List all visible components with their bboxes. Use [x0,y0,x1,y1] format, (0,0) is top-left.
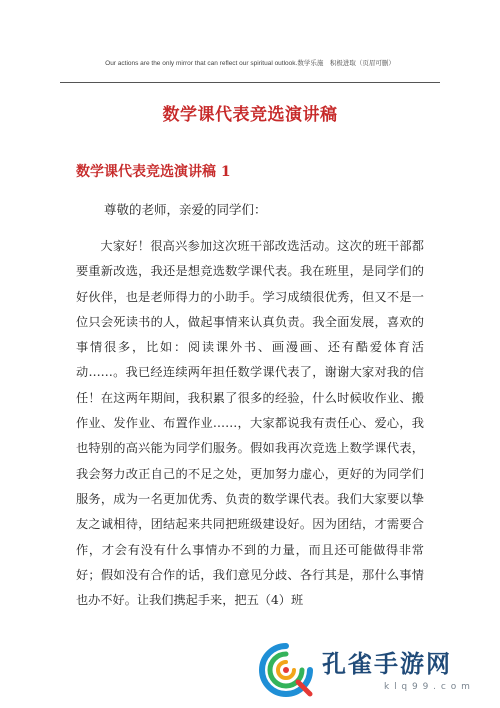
body-paragraph: 大家好！很高兴参加这次班干部改选活动。这次的班干部都要重新改选，我还是想竞选数学课代表。我在班里，是同学们的好伙伴，也是老师得力的小助手。学习成绩很优秀，但又不是一位只会死读书的人，做起事情来认真负责。我全面发展，喜欢的事情很多，比如：阅读课外书、画漫画、还有酷爱体育活动……。我已经连续两年担任数学课代表了，谢谢大家对我的信任！在这两年期间，我积累了很多的经验，什么时候收作业、搬作业、发作业、布置作业……，大家都说我有责任心、爱心，我也特别的高兴能为同学们服务。假如我再次竞选上数学课代表，我会努力改正自己的不足之处，更加努力虚心，更好的为同学们服务，成为一名更加优秀、负责的数学课代表。我们大家要以挚友之诚相待，团结起来共同把班级建设好。因为团结，才需要合作，才会有没有什么事情办不到的力量，而且还可能做得非常好；假如没有合作的话，我们意见分歧、各行其是，那什么事情也办不好。让我们携起手来，把五（4）班 [76,239,424,608]
watermark-title: 孔雀手游网 [322,650,452,678]
section-title: 数学课代表竞选演讲稿 1 [76,164,231,180]
peacock-logo-icon [258,642,314,698]
watermark-url: k l q 9 9 . c o m [384,682,471,692]
greeting-line: 尊敬的老师，亲爱的同学们： [104,202,267,217]
page-header: Our actions are the only mirror that can reflect our spiritual outlook.数学乐施 积极进取（页眉可删） [105,60,395,67]
site-watermark [258,636,498,702]
document-title: 数学课代表竞选演讲稿 [162,105,338,125]
header-divider [60,82,440,83]
